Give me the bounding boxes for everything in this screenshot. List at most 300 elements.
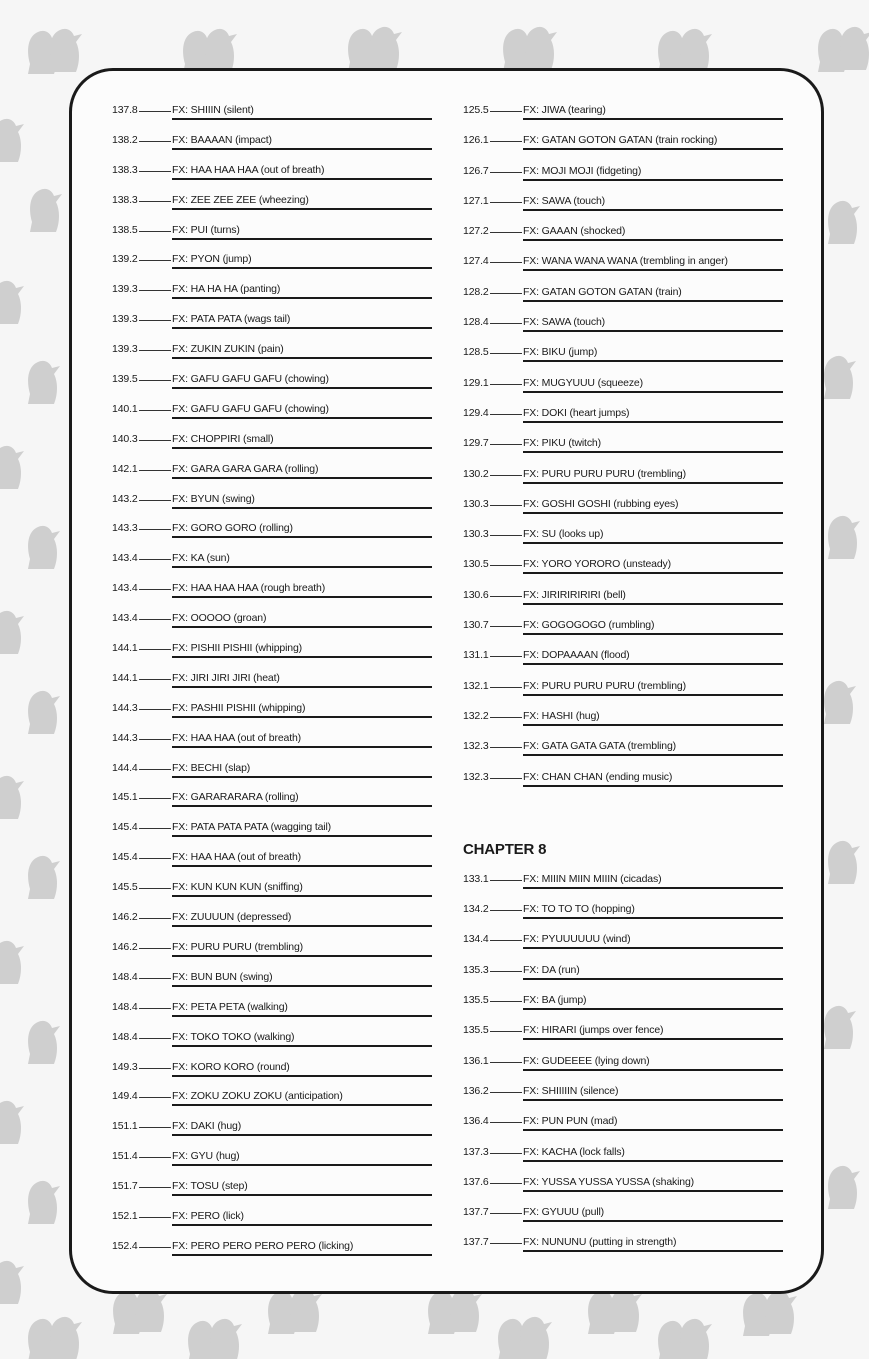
page-panel-number: 138.2 [112, 133, 138, 146]
sfx-translation: FX: DOKI (heart jumps) [523, 407, 783, 423]
leader-line [139, 260, 171, 261]
leader-line [139, 619, 171, 620]
sfx-translation: FX: GAAAN (shocked) [523, 225, 783, 241]
page-panel-number: 133.1 [463, 872, 489, 885]
sfx-entry [463, 674, 783, 704]
sfx-entry [112, 546, 432, 576]
sfx-entry [463, 492, 783, 522]
sfx-entry [463, 1109, 783, 1139]
sfx-entry [112, 726, 432, 756]
page-panel-number: 138.3 [112, 193, 138, 206]
sfx-translation: FX: JIWA (tearing) [523, 104, 783, 120]
sfx-entry [463, 988, 783, 1018]
chapter-heading: CHAPTER 8 [463, 840, 547, 858]
sfx-entry [463, 704, 783, 734]
sfx-translation: FX: PATA PATA PATA (wagging tail) [172, 821, 432, 837]
page-panel-number: 137.7 [463, 1236, 489, 1249]
sfx-entry [463, 1018, 783, 1048]
sfx-translation: FX: OOOOO (groan) [172, 612, 432, 628]
sfx-translation: FX: GYU (hug) [172, 1150, 432, 1166]
page-panel-number: 130.2 [463, 467, 489, 480]
sfx-translation: FX: HAA HAA HAA (out of breath) [172, 164, 432, 180]
page-panel-number: 137.7 [463, 1206, 489, 1219]
sfx-translation: FX: HAA HAA (out of breath) [172, 851, 432, 867]
sfx-entry [463, 219, 783, 249]
page-panel-number: 130.6 [463, 588, 489, 601]
sfx-entry [112, 457, 432, 487]
leader-line [490, 880, 522, 881]
page-panel-number: 143.2 [112, 492, 138, 505]
sfx-translation: FX: TOKO TOKO (walking) [172, 1031, 432, 1047]
sfx-entry [112, 875, 432, 905]
sfx-entry [463, 1230, 783, 1260]
sfx-translation: FX: PATA PATA (wags tail) [172, 313, 432, 329]
leader-line [490, 293, 522, 294]
sfx-entry [463, 1079, 783, 1109]
sfx-translation: FX: TO TO TO (hopping) [523, 903, 783, 919]
page-panel-number: 131.1 [463, 649, 489, 662]
sfx-translation: FX: ZOKU ZOKU ZOKU (anticipation) [172, 1090, 432, 1106]
page-panel-number: 128.5 [463, 346, 489, 359]
leader-line [139, 769, 171, 770]
page-panel-number: 136.4 [463, 1115, 489, 1128]
sfx-entry [463, 159, 783, 189]
sfx-entry [463, 1049, 783, 1079]
page-panel-number: 148.4 [112, 1030, 138, 1043]
page-panel-number: 148.4 [112, 1000, 138, 1013]
sfx-translation: FX: YUSSA YUSSA YUSSA (shaking) [523, 1176, 783, 1192]
leader-line [490, 535, 522, 536]
sfx-translation: FX: DAKI (hug) [172, 1120, 432, 1136]
sfx-translation: FX: KUN KUN KUN (sniffing) [172, 881, 432, 897]
sfx-translation: FX: BIKU (jump) [523, 346, 783, 362]
sfx-translation: FX: KACHA (lock falls) [523, 1146, 783, 1162]
sfx-list-left [112, 98, 432, 1264]
sfx-entry [112, 1084, 432, 1114]
page-panel-number: 145.4 [112, 821, 138, 834]
sfx-translation: FX: MOJI MOJI (fidgeting) [523, 165, 783, 181]
sfx-entry [112, 815, 432, 845]
sfx-entry [463, 552, 783, 582]
page-panel-number: 139.5 [112, 373, 138, 386]
page-panel-number: 125.5 [463, 104, 489, 116]
leader-line [139, 290, 171, 291]
leader-line [139, 1127, 171, 1128]
page-panel-number: 130.3 [463, 497, 489, 510]
page-panel-number: 151.1 [112, 1120, 138, 1133]
sfx-entry [463, 401, 783, 431]
page-panel-number: 145.5 [112, 881, 138, 894]
sfx-translation: FX: SAWA (touch) [523, 316, 783, 332]
leader-line [490, 1092, 522, 1093]
sfx-entry [463, 371, 783, 401]
sfx-translation: FX: SHIIIN (silent) [172, 104, 432, 120]
sfx-translation: FX: GUDEEEE (lying down) [523, 1055, 783, 1071]
page-panel-number: 128.2 [463, 285, 489, 298]
page-panel-number: 127.1 [463, 194, 489, 207]
sfx-translation: FX: SU (looks up) [523, 528, 783, 544]
sfx-entry [463, 897, 783, 927]
leader-line [139, 141, 171, 142]
sfx-list-right-top [463, 98, 783, 795]
sfx-entry [112, 576, 432, 606]
page-panel-number: 137.8 [112, 104, 138, 116]
sfx-translation: FX: JIRIRIRIRIRI (bell) [523, 589, 783, 605]
sfx-translation: FX: KA (sun) [172, 552, 432, 568]
sfx-entry [463, 280, 783, 310]
leader-line [490, 971, 522, 972]
sfx-entry [112, 666, 432, 696]
sfx-entry [463, 734, 783, 764]
leader-line [139, 470, 171, 471]
sfx-entry [112, 606, 432, 636]
leader-line [139, 380, 171, 381]
sfx-translation: FX: PURU PURU (trembling) [172, 941, 432, 957]
page-panel-number: 146.2 [112, 940, 138, 953]
sfx-entry [112, 696, 432, 726]
leader-line [490, 1243, 522, 1244]
leader-line [490, 565, 522, 566]
leader-line [139, 589, 171, 590]
leader-line [490, 910, 522, 911]
page-panel-number: 132.3 [463, 770, 489, 783]
sfx-entry [112, 307, 432, 337]
sfx-entry [112, 785, 432, 815]
sfx-translation: FX: GARA GARA GARA (rolling) [172, 463, 432, 479]
page-panel-number: 129.7 [463, 437, 489, 450]
sfx-entry [463, 765, 783, 795]
leader-line [490, 747, 522, 748]
page-panel-number: 152.1 [112, 1209, 138, 1222]
sfx-translation: FX: SAWA (touch) [523, 195, 783, 211]
page-panel-number: 135.3 [463, 963, 489, 976]
leader-line [139, 1038, 171, 1039]
sfx-translation: FX: HAA HAA HAA (rough breath) [172, 582, 432, 598]
sfx-translation: FX: PISHII PISHII (whipping) [172, 642, 432, 658]
sfx-translation: FX: GOSHI GOSHI (rubbing eyes) [523, 498, 783, 514]
leader-line [490, 172, 522, 173]
sfx-entry [463, 128, 783, 158]
sfx-translation: FX: GATA GATA GATA (trembling) [523, 740, 783, 756]
page-panel-number: 126.7 [463, 164, 489, 177]
leader-line [490, 353, 522, 354]
page-panel-number: 129.4 [463, 406, 489, 419]
leader-line [490, 1062, 522, 1063]
sfx-entry [463, 98, 783, 128]
sfx-translation: FX: GAFU GAFU GAFU (chowing) [172, 403, 432, 419]
leader-line [490, 717, 522, 718]
sfx-entry [463, 522, 783, 552]
sfx-translation: FX: PYON (jump) [172, 253, 432, 269]
leader-line [139, 410, 171, 411]
sfx-entry [112, 247, 432, 277]
sfx-translation: FX: GAFU GAFU GAFU (chowing) [172, 373, 432, 389]
leader-line [490, 414, 522, 415]
sfx-entry [463, 189, 783, 219]
page-panel-number: 139.3 [112, 283, 138, 296]
page-panel-number: 130.5 [463, 558, 489, 571]
sfx-translation: FX: ZUKIN ZUKIN (pain) [172, 343, 432, 359]
page-panel-number: 137.3 [463, 1145, 489, 1158]
sfx-translation: FX: PERO PERO PERO PERO (licking) [172, 1240, 432, 1256]
leader-line [139, 1247, 171, 1248]
leader-line [139, 948, 171, 949]
leader-line [139, 1008, 171, 1009]
leader-line [139, 739, 171, 740]
page-panel-number: 127.4 [463, 255, 489, 268]
sfx-translation: FX: DA (run) [523, 964, 783, 980]
sfx-entry [112, 397, 432, 427]
page-panel-number: 134.2 [463, 903, 489, 916]
page-panel-number: 132.1 [463, 679, 489, 692]
sfx-entry [112, 367, 432, 397]
sfx-entry [112, 995, 432, 1025]
sfx-entry [112, 487, 432, 517]
leader-line [139, 978, 171, 979]
sfx-translation: FX: GOGOGOGO (rumbling) [523, 619, 783, 635]
sfx-translation: FX: PIKU (twitch) [523, 437, 783, 453]
page-panel-number: 144.3 [112, 701, 138, 714]
leader-line [139, 559, 171, 560]
page-panel-number: 149.3 [112, 1060, 138, 1073]
leader-line [490, 1031, 522, 1032]
leader-line [490, 111, 522, 112]
sfx-translation: FX: CHOPPIRI (small) [172, 433, 432, 449]
page-panel-number: 149.4 [112, 1090, 138, 1103]
leader-line [490, 778, 522, 779]
sfx-entry [463, 583, 783, 613]
leader-line [139, 111, 171, 112]
page-panel-number: 144.3 [112, 731, 138, 744]
page-panel-number: 134.4 [463, 933, 489, 946]
leader-line [139, 1097, 171, 1098]
sfx-translation: FX: KORO KORO (round) [172, 1061, 432, 1077]
sfx-entry [463, 927, 783, 957]
leader-line [139, 649, 171, 650]
sfx-translation: FX: PYUUUUUU (wind) [523, 933, 783, 949]
leader-line [490, 202, 522, 203]
sfx-entry [112, 98, 432, 128]
sfx-translation: FX: GARARARARA (rolling) [172, 791, 432, 807]
page-panel-number: 143.4 [112, 552, 138, 565]
page-panel-number: 136.2 [463, 1084, 489, 1097]
leader-line [139, 201, 171, 202]
sfx-entry [112, 158, 432, 188]
sfx-translation: FX: HIRARI (jumps over fence) [523, 1024, 783, 1040]
sfx-translation: FX: HASHI (hug) [523, 710, 783, 726]
sfx-entry [112, 516, 432, 546]
sfx-translation: FX: GATAN GOTON GATAN (train rocking) [523, 134, 783, 150]
sfx-translation: FX: ZEE ZEE ZEE (wheezing) [172, 194, 432, 210]
page-panel-number: 143.4 [112, 582, 138, 595]
sfx-translation: FX: GORO GORO (rolling) [172, 522, 432, 538]
page-panel-number: 140.3 [112, 432, 138, 445]
sfx-translation: FX: PETA PETA (walking) [172, 1001, 432, 1017]
leader-line [139, 679, 171, 680]
sfx-entry [112, 1025, 432, 1055]
sfx-translation: FX: BA (jump) [523, 994, 783, 1010]
sfx-translation: FX: CHAN CHAN (ending music) [523, 771, 783, 787]
page-panel-number: 136.1 [463, 1054, 489, 1067]
sfx-entry [112, 128, 432, 158]
leader-line [139, 888, 171, 889]
sfx-translation: FX: SHIIIIIN (silence) [523, 1085, 783, 1101]
sfx-translation: FX: BYUN (swing) [172, 493, 432, 509]
page-panel-number: 129.1 [463, 376, 489, 389]
page-panel-number: 144.1 [112, 642, 138, 655]
sfx-entry [112, 427, 432, 457]
page-panel-number: 140.1 [112, 402, 138, 415]
leader-line [490, 232, 522, 233]
leader-line [139, 709, 171, 710]
leader-line [139, 350, 171, 351]
sfx-translation: FX: BECHI (slap) [172, 762, 432, 778]
page-panel-number: 127.2 [463, 225, 489, 238]
page-panel-number: 137.6 [463, 1175, 489, 1188]
page-panel-number: 151.4 [112, 1150, 138, 1163]
sfx-translation: FX: HA HA HA (panting) [172, 283, 432, 299]
leader-line [490, 1183, 522, 1184]
leader-line [490, 384, 522, 385]
page-panel-number: 130.7 [463, 619, 489, 632]
page-panel-number: 138.5 [112, 223, 138, 236]
leader-line [139, 440, 171, 441]
leader-line [490, 505, 522, 506]
sfx-entry [463, 867, 783, 897]
leader-line [490, 1122, 522, 1123]
sfx-translation: FX: PERO (lick) [172, 1210, 432, 1226]
sfx-entry [463, 340, 783, 370]
sfx-entry [463, 431, 783, 461]
sfx-translation: FX: BAAAAN (impact) [172, 134, 432, 150]
leader-line [139, 918, 171, 919]
sfx-entry [463, 1140, 783, 1170]
page-panel-number: 139.3 [112, 313, 138, 326]
leader-line [490, 626, 522, 627]
sfx-entry [463, 958, 783, 988]
page-panel-number: 152.4 [112, 1239, 138, 1252]
leader-line [139, 1187, 171, 1188]
sfx-entry [463, 613, 783, 643]
sfx-entry [112, 905, 432, 935]
leader-line [139, 320, 171, 321]
sfx-translation: FX: PUN PUN (mad) [523, 1115, 783, 1131]
sfx-entry [112, 1055, 432, 1085]
sfx-translation: FX: DOPAAAAN (flood) [523, 649, 783, 665]
page-panel-number: 135.5 [463, 1024, 489, 1037]
page-panel-number: 132.2 [463, 709, 489, 722]
sfx-entry [112, 756, 432, 786]
sfx-entry [112, 845, 432, 875]
sfx-entry [112, 1174, 432, 1204]
leader-line [490, 475, 522, 476]
sfx-translation: FX: PURU PURU PURU (trembling) [523, 680, 783, 696]
leader-line [490, 1153, 522, 1154]
page-panel-number: 146.2 [112, 911, 138, 924]
leader-line [490, 596, 522, 597]
leader-line [139, 500, 171, 501]
page-panel-number: 145.4 [112, 851, 138, 864]
sfx-entry [112, 218, 432, 248]
page-panel-number: 139.3 [112, 343, 138, 356]
leader-line [490, 444, 522, 445]
leader-line [139, 858, 171, 859]
page-panel-number: 151.7 [112, 1180, 138, 1193]
sfx-translation: FX: ZUUUUN (depressed) [172, 911, 432, 927]
sfx-entry [112, 277, 432, 307]
sfx-translation: FX: GYUUU (pull) [523, 1206, 783, 1222]
sfx-entry [112, 935, 432, 965]
sfx-entry [112, 1144, 432, 1174]
page-panel-number: 128.4 [463, 316, 489, 329]
sfx-entry [463, 462, 783, 492]
leader-line [139, 1068, 171, 1069]
sfx-entry [112, 337, 432, 367]
leader-line [139, 798, 171, 799]
sfx-entry [463, 1200, 783, 1230]
page-panel-number: 130.3 [463, 528, 489, 541]
leader-line [490, 1001, 522, 1002]
sfx-translation: FX: PURU PURU PURU (trembling) [523, 468, 783, 484]
sfx-translation: FX: MUGYUUU (squeeze) [523, 377, 783, 393]
sfx-entry [112, 965, 432, 995]
page-panel-number: 148.4 [112, 970, 138, 983]
leader-line [490, 262, 522, 263]
page-panel-number: 143.4 [112, 612, 138, 625]
page-panel-number: 145.1 [112, 791, 138, 804]
sfx-translation: FX: JIRI JIRI JIRI (heat) [172, 672, 432, 688]
leader-line [490, 323, 522, 324]
sfx-list-right [463, 98, 783, 1261]
page-panel-number: 143.3 [112, 522, 138, 535]
sfx-translation: FX: PASHII PISHII (whipping) [172, 702, 432, 718]
page-panel-number: 144.4 [112, 761, 138, 774]
leader-line [490, 940, 522, 941]
sfx-translation: FX: TOSU (step) [172, 1180, 432, 1196]
sfx-translation: FX: YORO YORORO (unsteady) [523, 558, 783, 574]
leader-line [139, 1157, 171, 1158]
sfx-translation: FX: PUI (turns) [172, 224, 432, 240]
page-panel-number: 144.1 [112, 671, 138, 684]
sfx-translation: FX: HAA HAA (out of breath) [172, 732, 432, 748]
leader-line [490, 141, 522, 142]
sfx-entry [463, 1170, 783, 1200]
page-panel-number: 132.3 [463, 740, 489, 753]
page-panel-number: 142.1 [112, 462, 138, 475]
leader-line [490, 1213, 522, 1214]
sfx-entry [463, 249, 783, 279]
leader-line [139, 1217, 171, 1218]
sfx-entry [112, 188, 432, 218]
page-panel-number: 126.1 [463, 134, 489, 147]
leader-line [139, 171, 171, 172]
sfx-entry [463, 310, 783, 340]
leader-line [490, 656, 522, 657]
sfx-translation: FX: MIIIN MIIN MIIIN (cicadas) [523, 873, 783, 889]
leader-line [139, 529, 171, 530]
sfx-entry [112, 636, 432, 666]
leader-line [139, 828, 171, 829]
page-panel-number: 135.5 [463, 994, 489, 1007]
sfx-list-right-bottom [463, 867, 783, 1261]
sfx-entry [112, 1204, 432, 1234]
sfx-entry [112, 1234, 432, 1264]
sfx-entry [463, 643, 783, 673]
sfx-translation: FX: BUN BUN (swing) [172, 971, 432, 987]
leader-line [139, 231, 171, 232]
page-panel-number: 139.2 [112, 253, 138, 266]
leader-line [490, 687, 522, 688]
